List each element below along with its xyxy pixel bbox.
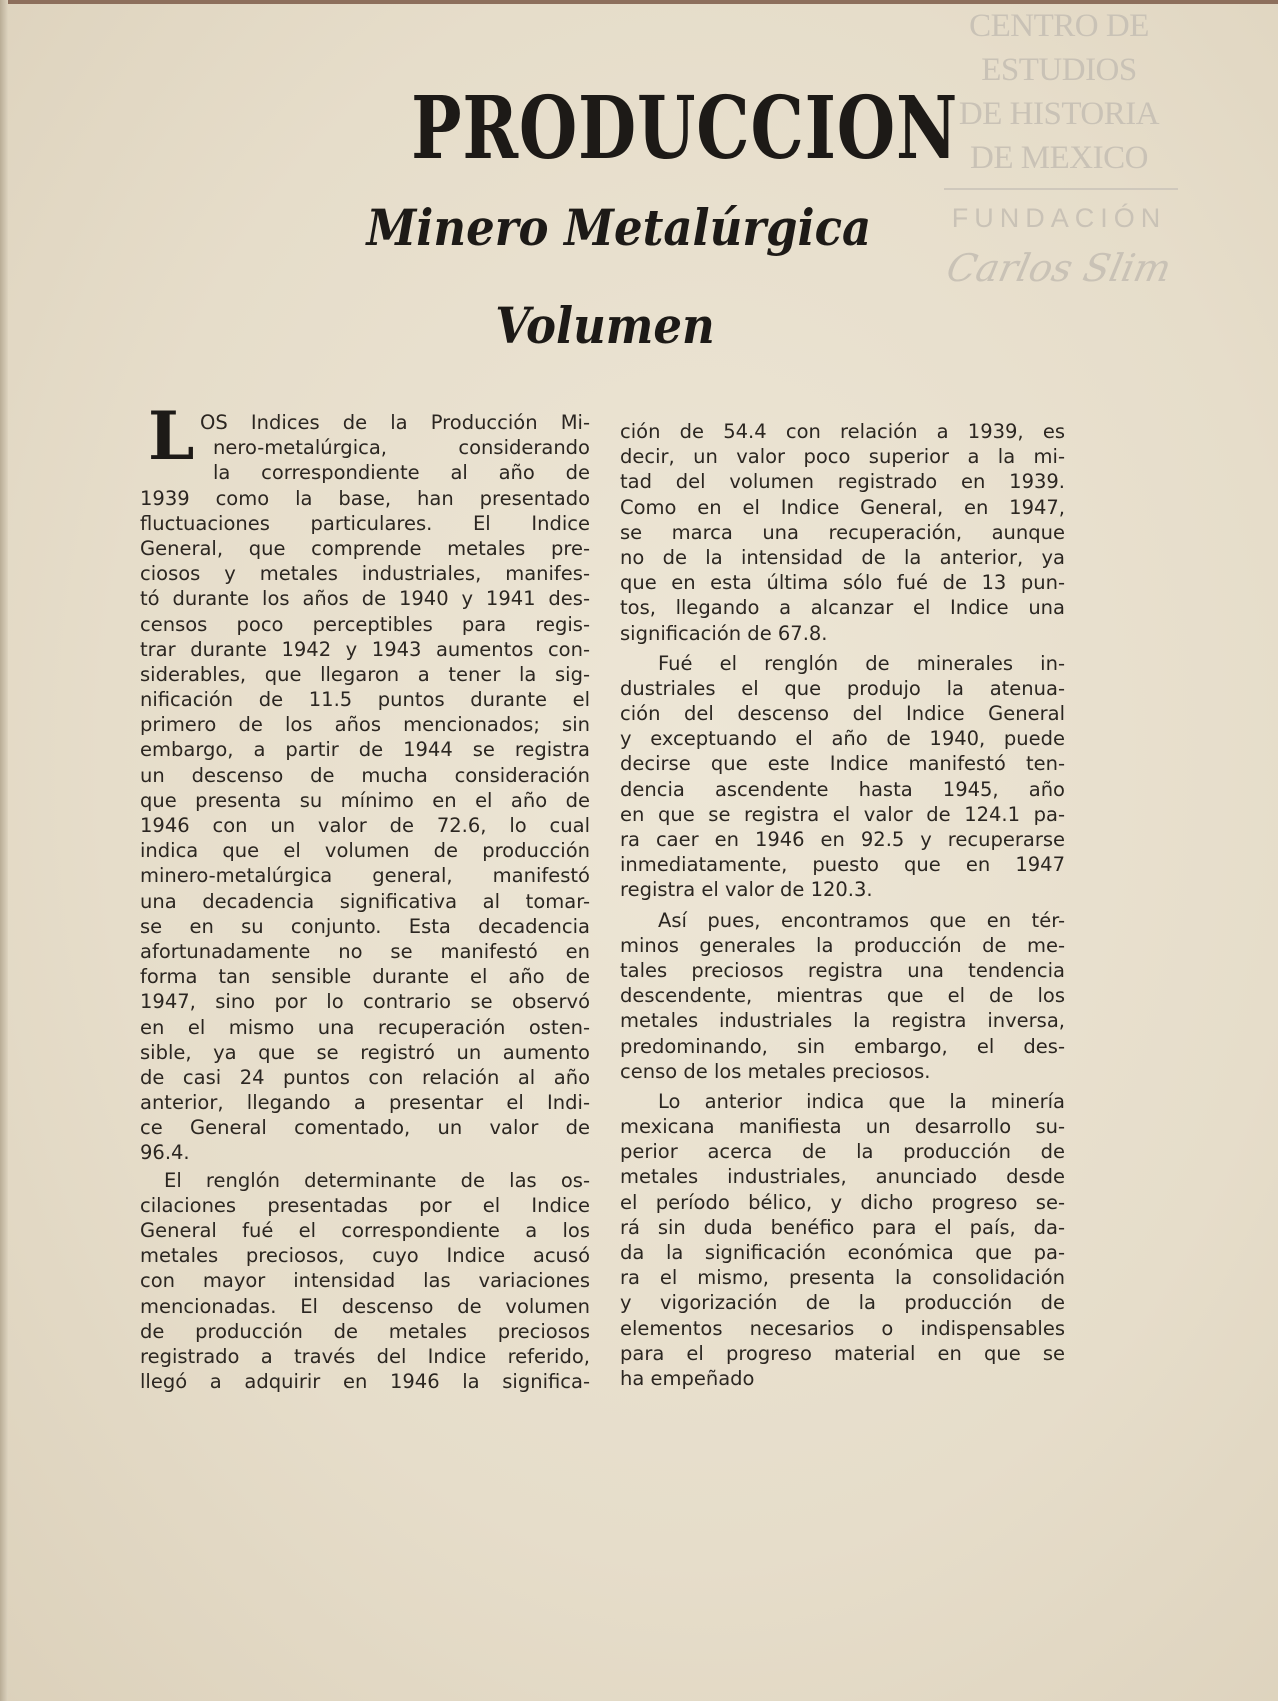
text-line: de casi 24 puntos con relación al año [140,1065,590,1089]
text-line: primero de los años mencionados; sin [140,713,590,737]
text-line: Lo anterior indica que la minería [658,1089,1065,1113]
text-line: perior acerca de la producción de [620,1140,1065,1164]
watermark-signature: Carlos Slim [942,246,1176,290]
text-line: ra caer en 1946 en 92.5 y recuperarse [620,828,1065,851]
text-line: fluctuaciones particulares. El Indice [140,511,590,535]
text-line: embargo, a partir de 1944 se registra [140,738,590,762]
text-line: Como en el Indice General, en 1947, [620,495,1065,519]
watermark-line: ESTUDIOS [981,52,1137,88]
paragraph [140,410,590,1166]
watermark-line: DE MEXICO [970,140,1148,176]
text-line: siderables, que llegaron a tener la sig- [140,662,590,686]
text-line: y exceptuando el año de 1940, puede [620,727,1065,751]
archive-watermark [940,0,1178,298]
text-line: de producción de metales preciosos [140,1319,590,1343]
text-line: con mayor intensidad las variaciones [140,1269,590,1293]
text-line: que en esta última sólo fué de 13 pun- [620,571,1065,595]
text-line: 1947, sino por lo contrario se observó [140,990,590,1014]
text-line: General, que comprende metales pre- [140,536,590,560]
watermark-divider [944,188,1178,190]
text-line: predominando, sin embargo, el des- [620,1034,1065,1058]
text-line: cilaciones presentadas por el Indice [140,1193,590,1217]
right-text-column [620,419,1065,1396]
text-line: General fué el correspondiente a los [140,1219,590,1242]
text-line: anterior, llegando a presentar el Indi- [140,1091,590,1115]
text-line: metales preciosos, cuyo Indice acusó [140,1244,590,1268]
watermark-line: CENTRO DE [969,8,1149,44]
page-title: PRODUCCION [411,78,959,179]
text-line: llegó a adquirir en 1946 la significa- [140,1370,590,1394]
text-line: el período bélico, y dicho progreso se- [620,1190,1065,1214]
text-line: 96.4. [140,1141,190,1165]
page-left-edge [0,0,8,1701]
text-line: se en su conjunto. Esta decadencia [140,914,590,938]
text-line: dustriales el que produjo la atenua- [620,676,1065,700]
text-line: decirse que este Indice manifestó ten- [620,752,1065,776]
text-line: tales preciosos registra una tendencia [620,958,1065,982]
drop-cap: L [148,397,195,475]
text-line: nificación de 11.5 puntos durante el [140,688,590,712]
text-line: descendente, mientras que el de los [620,984,1065,1008]
text-line: elementos necesarios o indispensables [620,1316,1065,1340]
text-line: tos, llegando a alcanzar el Indice una [620,596,1065,620]
text-line: ciosos y metales industriales, manifes- [140,562,590,586]
text-line: se marca una recuperación, aunque [620,520,1065,544]
text-line: registrado a través del Indice referido, [140,1344,590,1368]
page-subtitle: Minero Metalúrgica [366,198,872,257]
text-line: que presenta su mínimo en el año de [140,788,590,812]
text-line: dencia ascendente hasta 1945, año [620,777,1065,801]
text-line: forma tan sensible durante el año de [140,965,590,989]
text-line: mencionadas. El descenso de volumen [140,1294,590,1318]
text-line: para el progreso material en que se [620,1341,1065,1365]
paragraph [620,908,1065,1084]
text-line: la correspondiente al año de [213,461,590,485]
watermark-line: DE HISTORIA [958,96,1160,132]
watermark-foundation: FUNDACIÓN [951,203,1167,233]
text-line: significación de 67.8. [620,621,828,645]
text-line: minos generales la producción de me- [620,933,1065,957]
paragraph [620,651,1065,903]
text-line: censo de los metales preciosos. [620,1059,931,1083]
page-subtitle-volume: Volumen [495,296,715,355]
text-line: da la significación económica que pa- [620,1241,1065,1264]
text-line: metales industriales la registra inversa, [620,1009,1065,1033]
text-line: El renglón determinante de las os- [164,1168,590,1192]
text-line: una decadencia significativa al tomar- [140,889,590,913]
text-line: 1939 como la base, han presentado [140,486,590,510]
text-line: metales industriales, anunciado desde [620,1165,1065,1189]
paragraph [140,1168,590,1395]
text-line: censos poco perceptibles para regis- [140,612,590,636]
text-line: mexicana manifiesta un desarrollo su- [620,1115,1065,1139]
text-line: nero-metalúrgica, considerando [213,436,590,460]
text-line: rá sin duda benéfico para el país, da- [620,1215,1065,1239]
text-line: OS Indices de la Producción Mi- [200,411,590,434]
text-line: ha empeñado [620,1366,755,1390]
text-line: sible, ya que se registró un aumento [140,1040,590,1064]
text-line: ción de 54.4 con relación a 1939, es [620,420,1065,443]
text-line: tad del volumen registrado en 1939. [620,470,1065,494]
text-line: ción del descenso del Indice General [620,702,1065,726]
text-line: decir, un valor poco superior a la mi- [620,445,1065,469]
text-line: minero-metalúrgica general, manifestó [140,864,590,888]
paragraph [620,419,1065,646]
text-line: en el mismo una recuperación osten- [140,1015,590,1039]
text-line: afortunadamente no se manifestó en [140,939,590,963]
text-line: no de la intensidad de la anterior, ya [620,545,1065,569]
text-line: ce General comentado, un valor de [140,1116,590,1140]
left-text-column [140,410,590,1396]
text-line: indica que el volumen de producción [140,839,590,863]
text-line: Así pues, encontramos que en tér- [658,908,1065,932]
text-line: Fué el renglón de minerales in- [658,651,1065,675]
text-line: y vigorización de la producción de [620,1291,1065,1315]
text-line: inmediatamente, puesto que en 1947 [620,853,1065,877]
paragraph [620,1089,1065,1391]
text-line: en que se registra el valor de 124.1 pa- [620,802,1065,826]
text-line: ra el mismo, presenta la consolidación [620,1266,1065,1290]
text-line: un descenso de mucha consideración [140,763,590,787]
text-line: trar durante 1942 y 1943 aumentos con- [140,637,590,661]
text-line: tó durante los años de 1940 y 1941 des- [140,587,590,611]
text-line: 1946 con un valor de 72.6, lo cual [140,814,590,837]
text-line: registra el valor de 120.3. [620,878,873,902]
